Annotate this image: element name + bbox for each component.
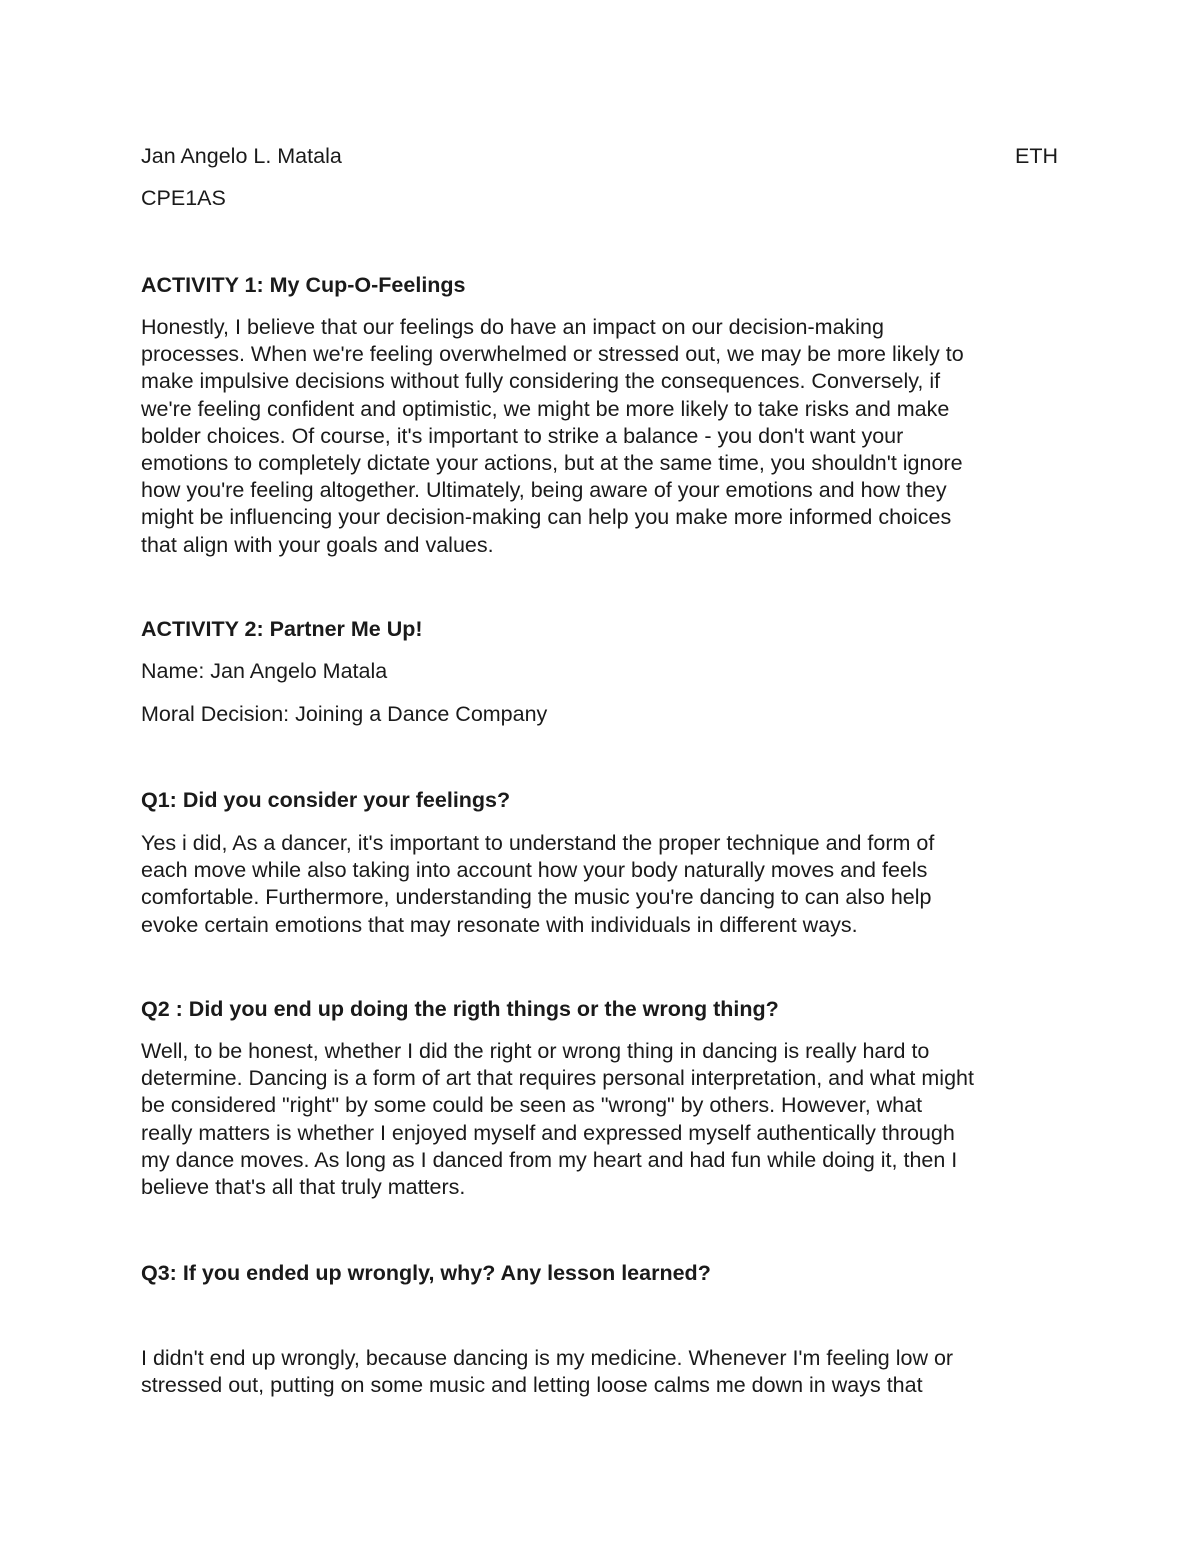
paragraph-line: Honestly, I believe that our feelings do have an impact on our decision-making [141, 315, 884, 339]
activity1-paragraph [141, 314, 1071, 559]
course-code: ETH [1015, 144, 1058, 168]
paragraph-line: stressed out, putting on some music and letting loose calms me down in ways that [141, 1373, 923, 1398]
section-code: CPE1AS [141, 186, 226, 210]
paragraph-line: comfortable. Furthermore, understanding the music you're dancing to can also help [141, 885, 932, 910]
paragraph-line: determine. Dancing is a form of art that requires personal interpretation, and what might [141, 1066, 974, 1091]
paragraph-line: I didn't end up wrongly, because dancing is my medicine. Whenever I'm feeling low or [141, 1346, 954, 1370]
q2-answer [141, 1038, 1071, 1201]
paragraph-line: be considered "right" by some could be seen as "wrong" by others. However, what [141, 1093, 923, 1118]
q2-heading: Q2 : Did you end up doing the rigth things or the wrong thing? [141, 997, 779, 1021]
activity1-heading: ACTIVITY 1: My Cup-O-Feelings [141, 273, 466, 297]
q1-answer [141, 830, 1071, 939]
q3-answer [141, 1345, 1071, 1399]
paragraph-line: make impulsive decisions without fully considering the consequences. Conversely, if [141, 369, 941, 394]
paragraph-line: Well, to be honest, whether I did the right or wrong thing in dancing is really hard to [141, 1039, 930, 1063]
paragraph-line: believe that's all that truly matters. [141, 1175, 466, 1200]
paragraph-line: Yes i did, As a dancer, it's important to understand the proper technique and form of [141, 831, 935, 855]
paragraph-line: my dance moves. As long as I danced from my heart and had fun while doing it, then I [141, 1147, 958, 1172]
paragraph-line: we're feeling confident and optimistic, we might be more likely to take risks and make [141, 396, 950, 421]
student-name: Jan Angelo L. Matala [141, 144, 342, 168]
paragraph-line: evoke certain emotions that may resonate with individuals in different ways. [141, 912, 858, 937]
paragraph-line: how you're feeling altogether. Ultimately, being aware of your emotions and how they [141, 478, 947, 503]
moral-decision: Moral Decision: Joining a Dance Company [141, 702, 548, 726]
activity2-heading: ACTIVITY 2: Partner Me Up! [141, 617, 423, 641]
paragraph-line: really matters is whether I enjoyed myself and expressed myself authentically through [141, 1120, 955, 1145]
paragraph-line: emotions to completely dictate your actions, but at the same time, you shouldn't ignore [141, 451, 963, 476]
paragraph-line: might be influencing your decision-making can help you make more informed choices [141, 505, 952, 530]
paragraph-line: bolder choices. Of course, it's important to strike a balance - you don't want your [141, 423, 904, 448]
partner-name: Name: Jan Angelo Matala [141, 659, 388, 683]
paragraph-line: each move while also taking into account how your body naturally moves and feels [141, 858, 928, 883]
paragraph-line: that align with your goals and values. [141, 532, 494, 557]
paragraph-line: processes. When we're feeling overwhelmed or stressed out, we may be more likely to [141, 342, 964, 367]
q1-heading: Q1: Did you consider your feelings? [141, 788, 511, 812]
q3-heading: Q3: If you ended up wrongly, why? Any lesson learned? [141, 1261, 711, 1285]
